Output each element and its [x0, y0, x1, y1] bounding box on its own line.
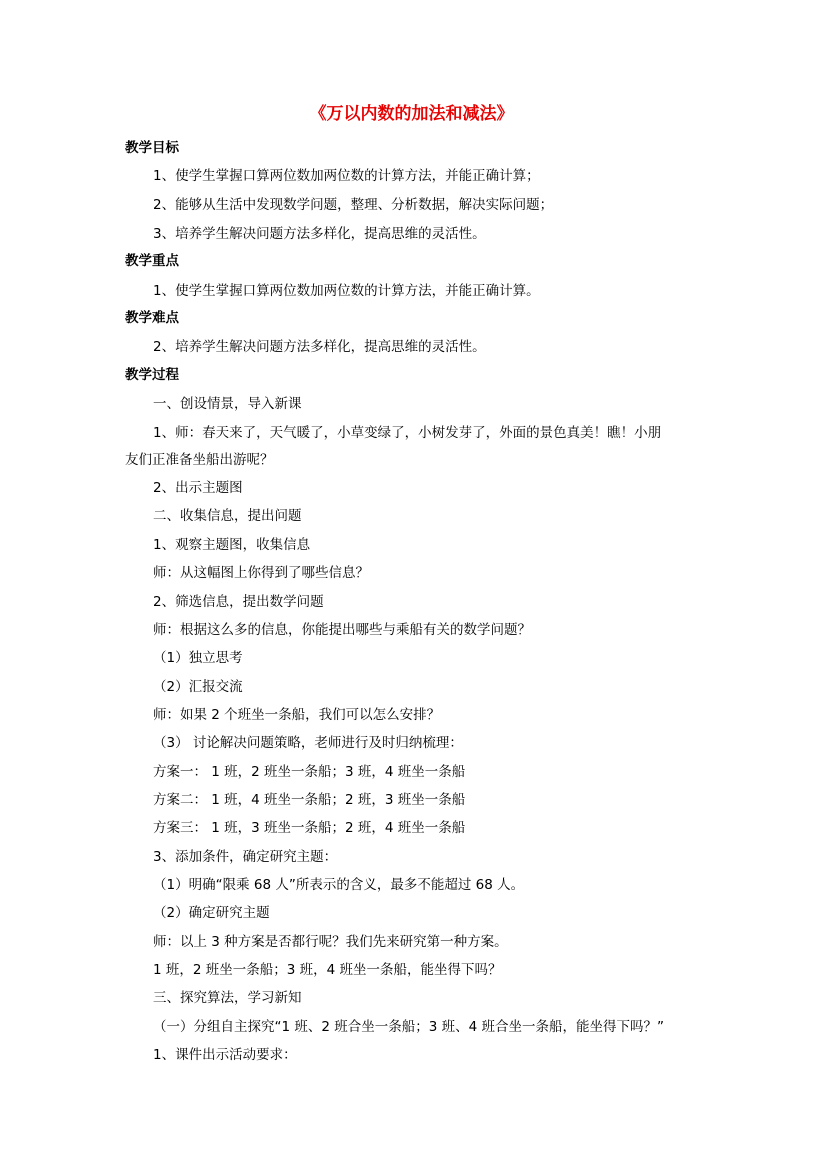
section-heading-key-points: 教学重点	[125, 253, 179, 269]
paragraph-line: 方案三： 1 班，3 班坐一条船；2 班，4 班坐一条船	[153, 820, 466, 836]
paragraph-line: 3、培养学生解决问题方法多样化，提高思维的灵活性。	[153, 226, 486, 242]
paragraph-line: 2、出示主题图	[153, 480, 243, 496]
paragraph-line: 师：根据这么多的信息，你能提出哪些与乘船有关的数学问题？	[153, 622, 531, 638]
paragraph-line: 1、课件出示活动要求：	[153, 1047, 297, 1063]
paragraph-line: （3） 讨论解决问题策略，老师进行及时归纳梳理：	[153, 735, 463, 751]
paragraph-line: 1、使学生掌握口算两位数加两位数的计算方法，并能正确计算；	[153, 168, 540, 184]
paragraph-line: （1）明确“限乘 68 人”所表示的含义，最多不能超过 68 人。	[153, 877, 525, 893]
section-heading-difficulties: 教学难点	[125, 310, 179, 326]
paragraph-line: 友们正准备坐船出游呢？	[125, 452, 274, 468]
paragraph-line: 师：从这幅图上你得到了哪些信息？	[153, 565, 369, 581]
paragraph-line: 二、收集信息，提出问题	[153, 508, 302, 524]
section-heading-process: 教学过程	[125, 367, 179, 383]
paragraph-line: 2、筛选信息，提出数学问题	[153, 594, 324, 610]
paragraph-line: 方案一： 1 班，2 班坐一条船；3 班，4 班坐一条船	[153, 764, 466, 780]
section-heading-objectives: 教学目标	[125, 140, 179, 156]
paragraph-line: （2）汇报交流	[153, 679, 243, 695]
paragraph-line: 1、师：春天来了，天气暖了，小草变绿了，小树发芽了，外面的景色真美！瞧！小朋	[153, 425, 662, 441]
paragraph-line: 1、观察主题图，收集信息	[153, 537, 311, 553]
paragraph-line: 三、探究算法，学习新知	[153, 990, 302, 1006]
paragraph-line: 1、使学生掌握口算两位数加两位数的计算方法，并能正确计算。	[153, 283, 540, 299]
paragraph-line: 师：如果 2 个班坐一条船，我们可以怎么安排？	[153, 707, 441, 723]
paragraph-line: 1 班，2 班坐一条船；3 班，4 班坐一条船，能坐得下吗？	[153, 962, 502, 978]
paragraph-line: （一）分组自主探究“1 班、2 班合坐一条船；3 班、4 班合坐一条船，能坐得下吗？”	[153, 1019, 665, 1035]
paragraph-line: 师：以上 3 种方案是否都行呢？我们先来研究第一种方案。	[153, 934, 508, 950]
paragraph-line: （2）确定研究主题	[153, 905, 270, 921]
paragraph-line: 3、添加条件，确定研究主题：	[153, 849, 338, 865]
paragraph-line: 2、培养学生解决问题方法多样化，提高思维的灵活性。	[153, 339, 486, 355]
paragraph-line: 一、创设情景，导入新课	[153, 396, 302, 412]
paragraph-line: 方案二： 1 班，4 班坐一条船；2 班，3 班坐一条船	[153, 792, 466, 808]
paragraph-line: （1）独立思考	[153, 650, 243, 666]
document-title: 《万以内数的加法和减法》	[309, 104, 514, 124]
paragraph-line: 2、能够从生活中发现数学问题，整理、分析数据，解决实际问题；	[153, 197, 554, 213]
